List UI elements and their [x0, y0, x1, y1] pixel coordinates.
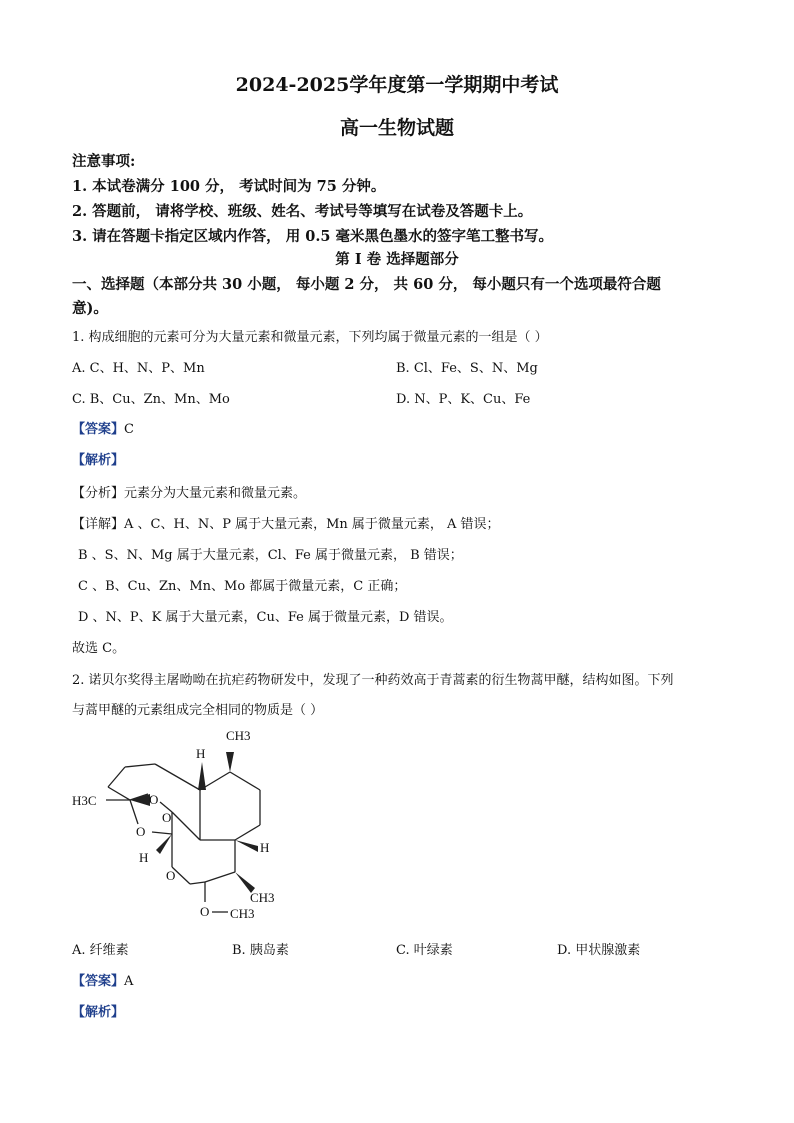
analysis-tag: 【解析】	[72, 1005, 125, 1020]
label-ch3-bottom: CH3	[230, 906, 255, 921]
q2-answer: A	[124, 974, 134, 989]
q2-option-b: B. 胰岛素	[232, 943, 289, 958]
bond	[205, 872, 235, 882]
wedge-bond	[156, 834, 172, 854]
label-o2: O	[162, 810, 172, 825]
bond	[235, 825, 260, 840]
exam-subtitle: 高一生物试题	[339, 117, 454, 139]
label-ch3-top: CH3	[226, 728, 251, 743]
q1-option-d: D. N、P、K、Cu、Fe	[396, 392, 531, 407]
detail-tag: 【详解】	[72, 517, 125, 532]
fenxi-tag: 【分析】	[72, 486, 125, 501]
notice-item-3: 3. 请在答题卡指定区域内作答， 用 0.5 毫米黑色墨水的签字笔工整书写。	[72, 228, 554, 245]
q1-option-b: B. Cl、Fe、S、N、Mg	[396, 361, 538, 376]
q1-detail-d: D 、N、P、K 属于大量元素，Cu、Fe 属于微量元素，D 错误。	[78, 610, 453, 625]
bond	[230, 772, 260, 790]
label-o3: O	[136, 824, 146, 839]
q1-fenxi-line	[72, 482, 306, 501]
q2-analysis-line	[72, 1001, 124, 1020]
bond	[125, 764, 155, 767]
label-o-ring: O	[166, 868, 176, 883]
q1-stem: 1. 构成细胞的元素可分为大量元素和微量元素，下列均属于微量元素的一组是（ ）	[72, 330, 548, 345]
q1-conclusion: 故选 C。	[72, 641, 126, 656]
notice-item-1: 1. 本试卷满分 100 分， 考试时间为 75 分钟。	[72, 178, 386, 195]
label-ch3-right: CH3	[250, 890, 275, 905]
bond	[152, 832, 172, 834]
bond	[130, 800, 138, 824]
label-h-right: H	[260, 840, 270, 855]
q1-detail-a: A 、C、H、N、P 属于大量元素，Mn 属于微量元素， A 错误；	[124, 517, 500, 532]
notice-heading: 注意事项:	[72, 153, 136, 170]
wedge-bond	[130, 794, 150, 806]
bond	[108, 767, 125, 787]
q2-stem-line1: 2. 诺贝尔奖得主屠呦呦在抗疟药物研发中，发现了一种药效高于青蒿素的衍生物蒿甲醚，结构如图。下列	[72, 673, 674, 688]
q2-option-d: D. 甲状腺激素	[557, 943, 641, 958]
artemether-structure-diagram	[60, 722, 290, 932]
section-intro-line2: 意)。	[72, 300, 108, 317]
q2-answer-line	[72, 970, 133, 989]
label-o1: O	[149, 792, 159, 807]
q1-detail-line	[72, 513, 500, 532]
wedge-bond	[235, 840, 258, 852]
label-h-left: H	[139, 850, 149, 865]
q1-detail-c: C 、B、Cu、Zn、Mn、Mo 都属于微量元素，C 正确；	[78, 579, 407, 594]
q2-stem-line2: 与蒿甲醚的元素组成完全相同的物质是（ ）	[72, 703, 324, 718]
q1-fenxi: 元素分为大量元素和微量元素。	[124, 486, 307, 501]
q1-option-a: A. C、H、N、P、Mn	[72, 361, 205, 376]
section-title: 第 I 卷 选择题部分	[335, 251, 459, 268]
q1-option-c: C. B、Cu、Zn、Mn、Mo	[72, 392, 230, 407]
bond	[155, 764, 200, 790]
analysis-tag: 【解析】	[72, 453, 125, 468]
q1-answer: C	[124, 422, 134, 437]
q1-detail-b: B 、S、N、Mg 属于大量元素，Cl、Fe 属于微量元素， B 错误；	[78, 548, 463, 563]
answer-tag: 【答案】	[72, 422, 125, 437]
label-h-top: H	[196, 746, 206, 761]
label-h3c: H3C	[72, 793, 97, 808]
q1-answer-line	[72, 418, 134, 437]
section-intro-line1: 一、选择题（本部分共 30 小题， 每小题 2 分， 共 60 分， 每小题只有一个选项最符合题	[72, 276, 661, 293]
bond	[108, 787, 130, 800]
q2-option-a: A. 纤维素	[72, 943, 129, 958]
exam-title: 2024-2025学年度第一学期期中考试	[235, 74, 559, 96]
q1-analysis-line	[72, 449, 124, 468]
wedge-bond	[226, 752, 234, 772]
wedge-bond	[198, 762, 206, 790]
q2-option-c: C. 叶绿素	[396, 943, 453, 958]
bond	[172, 812, 200, 840]
label-o-methoxy: O	[200, 904, 210, 919]
notice-item-2: 2. 答题前， 请将学校、班级、姓名、考试号等填写在试卷及答题卡上。	[72, 203, 533, 220]
bond	[190, 882, 205, 884]
answer-tag: 【答案】	[72, 974, 125, 989]
